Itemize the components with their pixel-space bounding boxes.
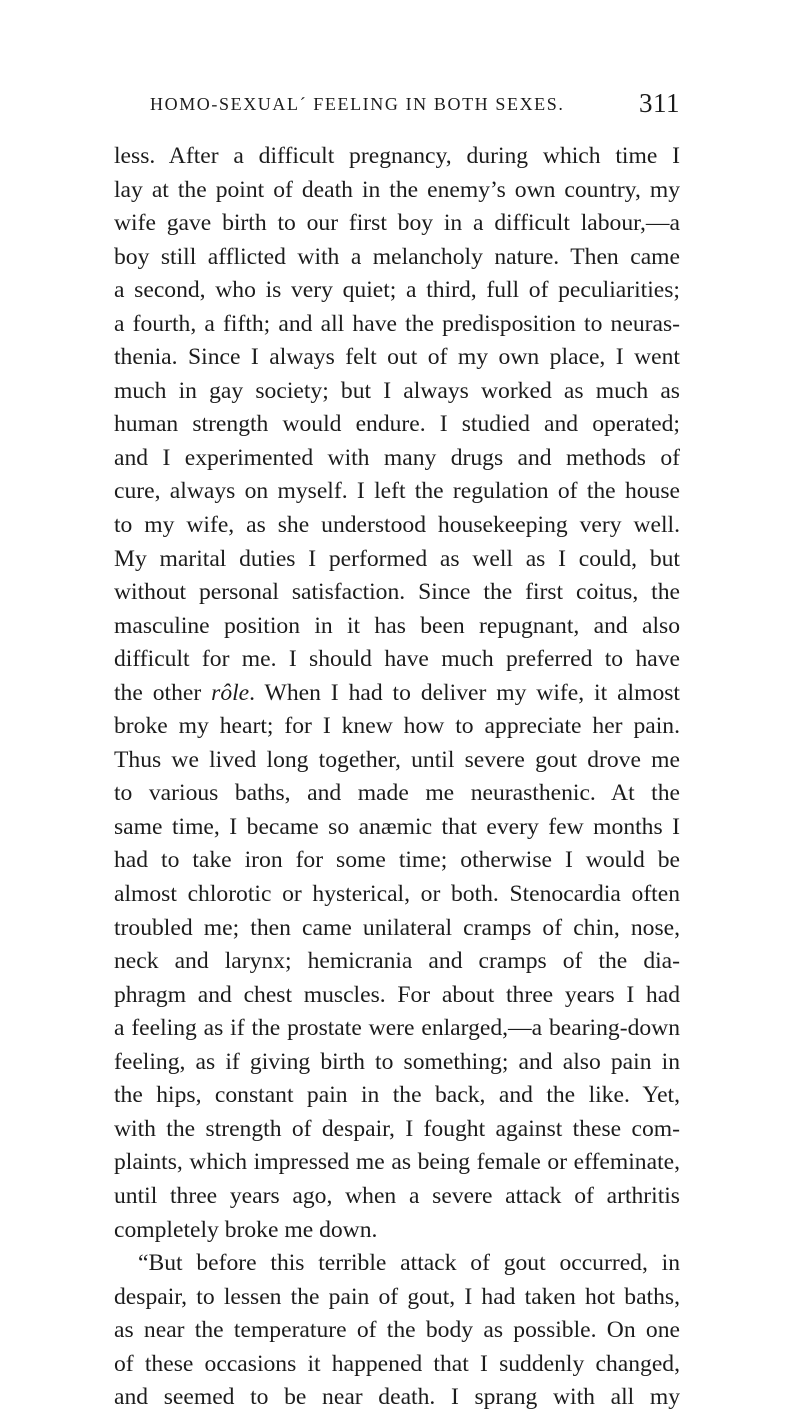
text-line: broke my heart; for I knew how to appreciate her pain. — [114, 713, 680, 740]
text-line: despair, to lessen the pain of gout, I had taken hot baths, — [114, 1283, 680, 1310]
text-line: Thus we lived long together, until severe gout drove me — [114, 746, 680, 773]
text-line: neck and larynx; hemicrania and cramps of the dia- — [114, 948, 680, 975]
text-line: phragm and chest muscles. For about three years I had — [114, 981, 680, 1008]
text-line: as near the temperature of the body as possible. On one — [114, 1317, 680, 1344]
text-line: and I experimented with many drugs and methods of — [114, 444, 680, 471]
page-number: 311 — [639, 88, 680, 118]
text-line: plaints, which impressed me as being female or effeminate, — [114, 1149, 680, 1176]
text-line: much in gay society; but I always worked as much as — [114, 377, 680, 404]
text-line: a second, who is very quiet; a third, full of peculiarities; — [114, 277, 680, 304]
text-line: “But before this terrible attack of gout occurred, in — [138, 1250, 680, 1277]
text-line: wife gave birth to our first boy in a difficult labour,—a — [114, 210, 680, 237]
italic-word: rôle — [211, 679, 250, 706]
text-line: without personal satisfaction. Since the first coitus, the — [114, 579, 680, 606]
text-line: My marital duties I performed as well as I could, but — [114, 545, 680, 572]
text-line: troubled me; then came unilateral cramps of chin, nose, — [114, 914, 680, 941]
running-title: HOMO-SEXUAL´ FEELING IN BOTH SEXES. — [150, 94, 565, 114]
text-line: with the strength of despair, I fought against these com- — [114, 1115, 680, 1142]
text-line: lay at the point of death in the enemy’s own country, my — [114, 176, 680, 203]
body-text — [114, 140, 680, 1415]
text-line: difficult for me. I should have much preferred to have — [114, 646, 680, 673]
text-line: a fourth, a fifth; and all have the predisposition to neuras- — [114, 310, 680, 337]
text-line: until three years ago, when a severe attack of arthritis — [114, 1182, 680, 1209]
text-line: almost chlorotic or hysterical, or both. Stenocardia often — [114, 881, 680, 908]
text-line: masculine position in it has been repugnant, and also — [114, 612, 680, 639]
text-line: feeling, as if giving birth to something; and also pain in — [114, 1048, 680, 1075]
text-line: the other rôle. When I had to deliver my wife, it almost — [114, 679, 680, 706]
text-line: the hips, constant pain in the back, and the like. Yet, — [114, 1082, 680, 1109]
text-line: had to take iron for some time; otherwise I would be — [114, 847, 680, 874]
text-line: cure, always on myself. I left the regulation of the house — [114, 478, 680, 505]
running-head — [114, 90, 680, 126]
text-line: to my wife, as she understood housekeeping very well. — [114, 512, 680, 539]
text-line: boy still afflicted with a melancholy nature. Then came — [114, 243, 680, 270]
text-line: of these occasions it happened that I suddenly changed, — [114, 1350, 680, 1377]
text-line: human strength would endure. I studied and operated; — [114, 411, 680, 438]
text-line: thenia. Since I always felt out of my own place, I went — [114, 344, 680, 371]
text-line: less. After a difficult pregnancy, during which time I — [114, 143, 680, 169]
text-line: completely broke me down. — [114, 1216, 378, 1243]
text-line: to various baths, and made me neurasthenic. At the — [114, 780, 680, 807]
text-line: a feeling as if the prostate were enlarged,—a bearing-down — [114, 1015, 680, 1042]
text-line: and seemed to be near death. I sprang with all my — [114, 1384, 680, 1411]
text-line: same time, I became so anæmic that every few months I — [114, 813, 680, 840]
